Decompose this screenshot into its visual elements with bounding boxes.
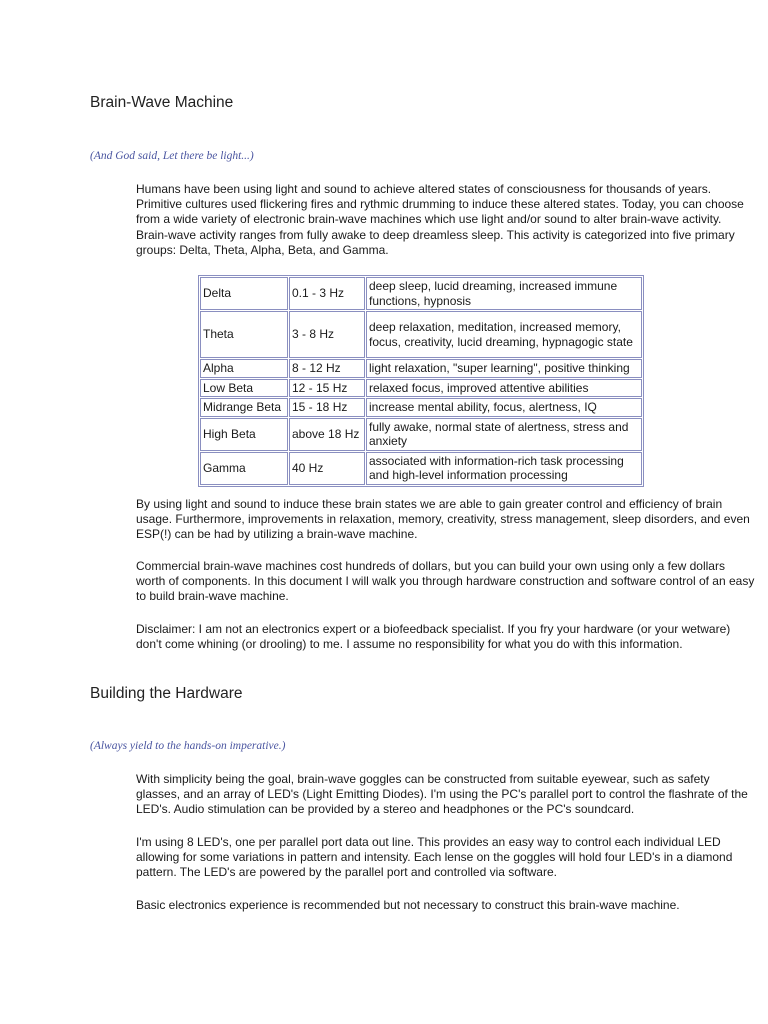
wave-frequency: 3 - 8 Hz <box>289 311 365 358</box>
wave-name: Low Beta <box>200 379 288 398</box>
epigraph: (Always yield to the hands-on imperative.) <box>90 740 286 752</box>
section-heading-hardware: Building the Hardware <box>90 685 243 702</box>
brainwave-table <box>198 275 644 487</box>
table-row <box>200 398 642 417</box>
epigraph: (And God said, Let there be light...) <box>90 150 254 162</box>
wave-frequency: 12 - 15 Hz <box>289 379 365 398</box>
wave-description: associated with information-rich task processing and high-level information processing <box>366 452 642 485</box>
wave-frequency: 8 - 12 Hz <box>289 359 365 378</box>
page-title: Brain-Wave Machine <box>90 94 234 111</box>
hardware-paragraph-1: With simplicity being the goal, brain-wave goggles can be constructed from suitable eyewear, such as safety glasses, and an array of LED's (Light Emitting Diodes). I'm using the PC's parallel port to control the flashrate of the LED's. Audio stimulation can be provided by a stereo and headphones or the PC's soundcard. <box>136 772 748 817</box>
wave-frequency: 15 - 18 Hz <box>289 398 365 417</box>
table-row <box>200 359 642 378</box>
wave-frequency: 40 Hz <box>289 452 365 485</box>
table-row <box>200 379 642 398</box>
wave-description: fully awake, normal state of alertness, stress and anxiety <box>366 418 642 451</box>
wave-frequency: 0.1 - 3 Hz <box>289 277 365 310</box>
wave-description: light relaxation, "super learning", positive thinking <box>366 359 642 378</box>
hardware-paragraph-3: Basic electronics experience is recommended but not necessary to construct this brain-wave machine. <box>136 898 680 912</box>
disclaimer-paragraph: Disclaimer: I am not an electronics expert or a biofeedback specialist. If you fry your hardware (or your wetware) don't come whining (or drooling) to me. I assume no responsibility for what you do with this information. <box>136 622 731 652</box>
after-table-paragraph: By using light and sound to induce these brain states we are able to gain greater control and efficiency of brain usage. Furthermore, improvements in relaxation, memory, creativity, stress management, sleep disorders, and even ESP(!) can be had by utilizing a brain-wave machine. <box>136 497 750 542</box>
wave-description: deep sleep, lucid dreaming, increased immune functions, hypnosis <box>366 277 642 310</box>
wave-name: Delta <box>200 277 288 310</box>
intro-paragraph: Humans have been using light and sound to achieve altered states of consciousness for thousands of years. Primitive cultures used flickering fires and rythmic drumming to induce these altered states. Today, you can choose from a wide variety of electronic brain-wave machines which use light and/or sound to alter brain-wave activity. Brain-wave activity ranges from fully awake to deep dreamless sleep. This activity is categorized into five primary groups: Delta, Theta, Alpha, Beta, and Gamma. <box>136 182 744 257</box>
wave-name: Theta <box>200 311 288 358</box>
hardware-paragraph-2: I'm using 8 LED's, one per parallel port data out line. This provides an easy way to control each individual LED allowing for some variations in pattern and intensity. Each lense on the goggles will hold four LED's in a diamond pattern. The LED's are powered by the parallel port and controlled via software. <box>136 835 733 880</box>
table-row <box>200 311 642 358</box>
wave-description: deep relaxation, meditation, increased memory, focus, creativity, lucid dreaming, hypnagogic state <box>366 311 642 358</box>
wave-name: Midrange Beta <box>200 398 288 417</box>
table-row <box>200 418 642 451</box>
wave-description: increase mental ability, focus, alertness, IQ <box>366 398 642 417</box>
wave-name: High Beta <box>200 418 288 451</box>
wave-name: Alpha <box>200 359 288 378</box>
wave-name: Gamma <box>200 452 288 485</box>
table-row <box>200 452 642 485</box>
commercial-paragraph: Commercial brain-wave machines cost hundreds of dollars, but you can build your own using only a few dollars worth of components. In this document I will walk you through hardware construction and software control of an easy to build brain-wave machine. <box>136 559 755 604</box>
wave-description: relaxed focus, improved attentive abilities <box>366 379 642 398</box>
wave-frequency: above 18 Hz <box>289 418 365 451</box>
table-row <box>200 277 642 310</box>
